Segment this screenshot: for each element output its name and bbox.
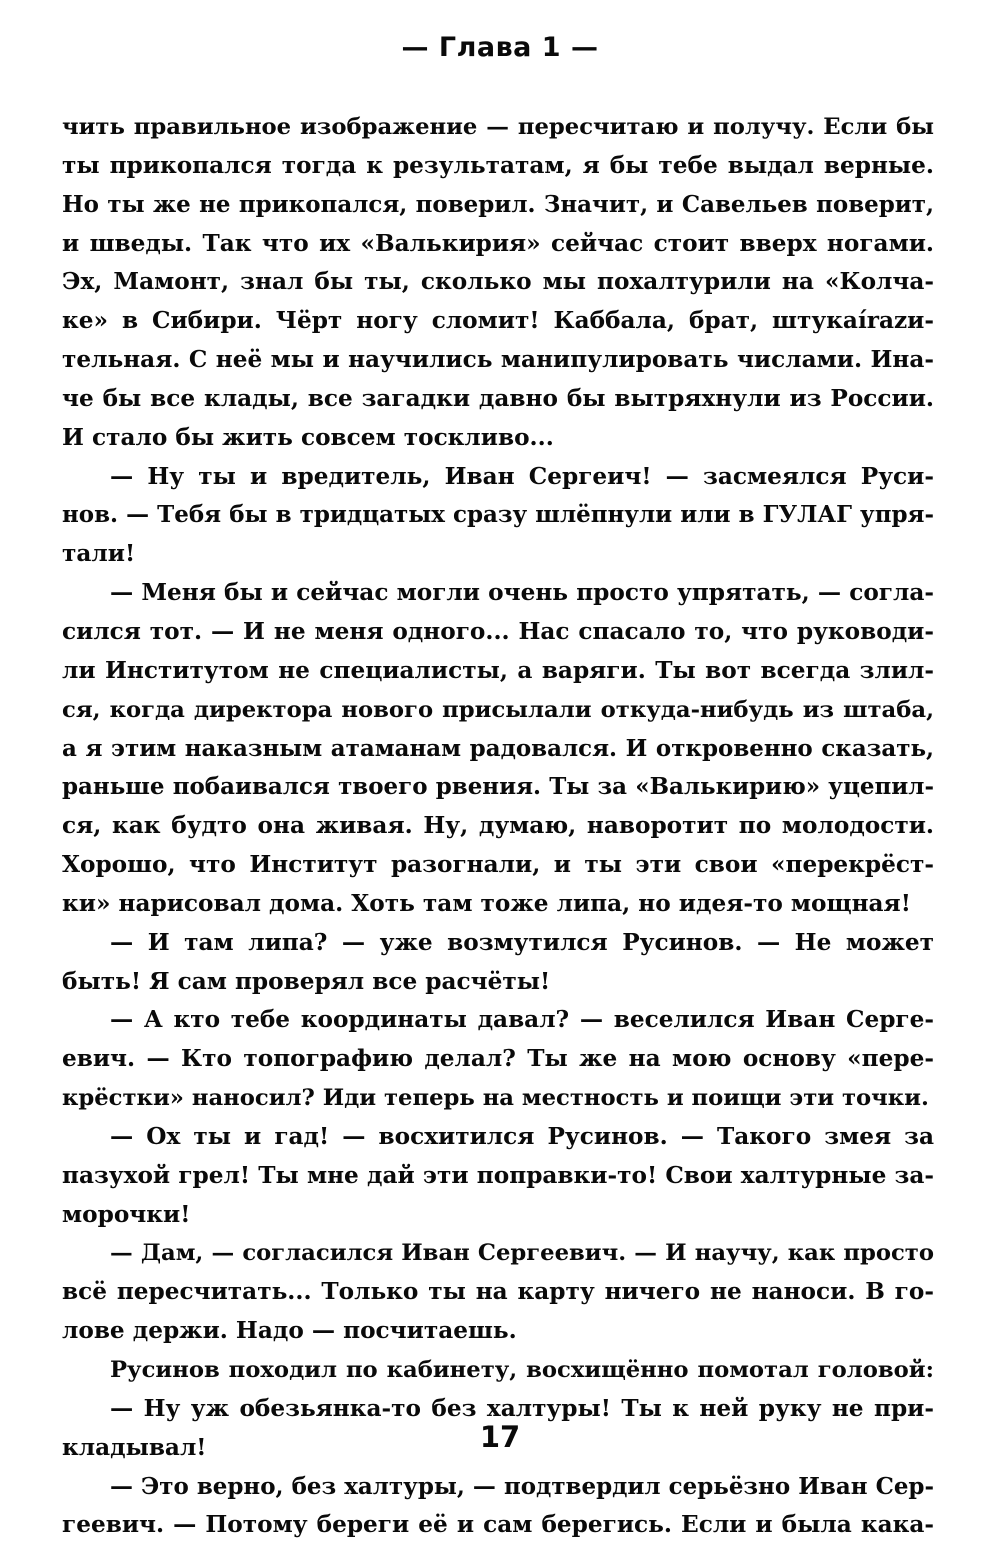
- text-line: тельная. С неё мы и научились манипулировать числами. Ина-: [62, 346, 934, 374]
- text-line: лове держи. Надо — посчитаешь.: [62, 1317, 517, 1345]
- text-line: и шведы. Так что их «Валькирия» сейчас стоит вверх ногами.: [62, 229, 934, 257]
- text-line: ки» нарисовал дома. Хоть там тоже липа, но идея-то мощная!: [62, 889, 911, 917]
- text-line: — Меня бы и сейчас могли очень просто упрятать, — согла-: [110, 579, 934, 607]
- text-line: чить правильное изображение — пересчитаю и получу. Если бы: [62, 114, 934, 140]
- text-line: ли Институтом не специалисты, а варяги. Ты вот всегда злил-: [62, 656, 934, 684]
- text-line: Хорошо, что Институт разогнали, и ты эти свои «перекрёст-: [62, 851, 934, 879]
- text-line: кладывал!: [62, 1433, 207, 1461]
- text-line: Эх, Мамонт, знал бы ты, сколько мы похалтурили на «Колча-: [62, 268, 934, 296]
- text-line: крёстки» наносил? Иди теперь на местность и поищи эти точки.: [62, 1085, 929, 1112]
- text-line: ке» в Сибири. Чёрт ногу сломит! Каббала, брат, штукаírazи-: [62, 307, 934, 335]
- running-head-chapter-title: — Глава 1 —: [401, 32, 599, 63]
- text-line: евич. — Кто топографию делал? Ты же на мою основу «пере-: [62, 1045, 934, 1073]
- text-line: Русинов походил по кабинету, восхищённо помотал головой:: [110, 1357, 934, 1383]
- text-line: — Ну уж обезьянка-то без халтуры! Ты к ней руку не при-: [110, 1394, 934, 1422]
- text-line: быть! Я сам проверял все расчёты!: [62, 967, 551, 995]
- text-line: Но ты же не прикопался, поверил. Значит, и Савельев поверит,: [62, 190, 934, 218]
- text-line: нов. — Тебя бы в тридцатых сразу шлёпнули или в ГУЛАГ упря-: [62, 501, 934, 529]
- text-line: — Ну ты и вредитель, Иван Сергеич! — засмеялся Руси-: [110, 462, 934, 490]
- text-line: раньше побаивался твоего рвения. Ты за «Валькирию» уцепил-: [62, 773, 934, 801]
- text-line: сился тот. — И не меня одного... Нас спасало то, что руководи-: [62, 617, 934, 645]
- text-line: геевич. — Потому береги её и сам берегись. Если и была кака-: [62, 1511, 934, 1539]
- text-line: а я этим наказным атаманам радовался. И откровенно сказать,: [62, 734, 934, 762]
- text-line: — Ох ты и гад! — восхитился Русинов. — Такого змея за: [110, 1122, 934, 1150]
- text-line: — Дам, — согласился Иван Сергеевич. — И научу, как просто: [110, 1240, 934, 1267]
- text-line: ся, как будто она живая. Ну, думаю, наворотит по молодости.: [62, 812, 934, 840]
- text-line: морочки!: [62, 1200, 191, 1228]
- page-number: 17: [479, 1420, 521, 1454]
- text-line: ты прикопался тогда к результатам, я бы тебе выдал верные.: [62, 151, 934, 179]
- text-line: ся, когда директора нового присылали откуда-нибудь из штаба,: [62, 696, 934, 723]
- text-line: пазухой грел! Ты мне дай эти поправки-то! Свои халтурные за-: [62, 1161, 934, 1189]
- text-line: И стало бы жить совсем тоскливо...: [62, 423, 554, 451]
- text-line: — А кто тебе координаты давал? — веселился Иван Серге-: [110, 1006, 934, 1034]
- text-line: всё пересчитать... Только ты на карту ничего не наноси. В го-: [62, 1278, 934, 1306]
- text-line: — И там липа? — уже возмутился Русинов. — Не может: [110, 928, 934, 956]
- text-line: — Это верно, без халтуры, — подтвердил серьёзно Иван Сер-: [110, 1472, 934, 1500]
- body-text: [62, 108, 934, 1545]
- text-line: тали!: [62, 540, 136, 568]
- text-line: че бы все клады, все загадки давно бы вытряхнули из России.: [62, 384, 934, 412]
